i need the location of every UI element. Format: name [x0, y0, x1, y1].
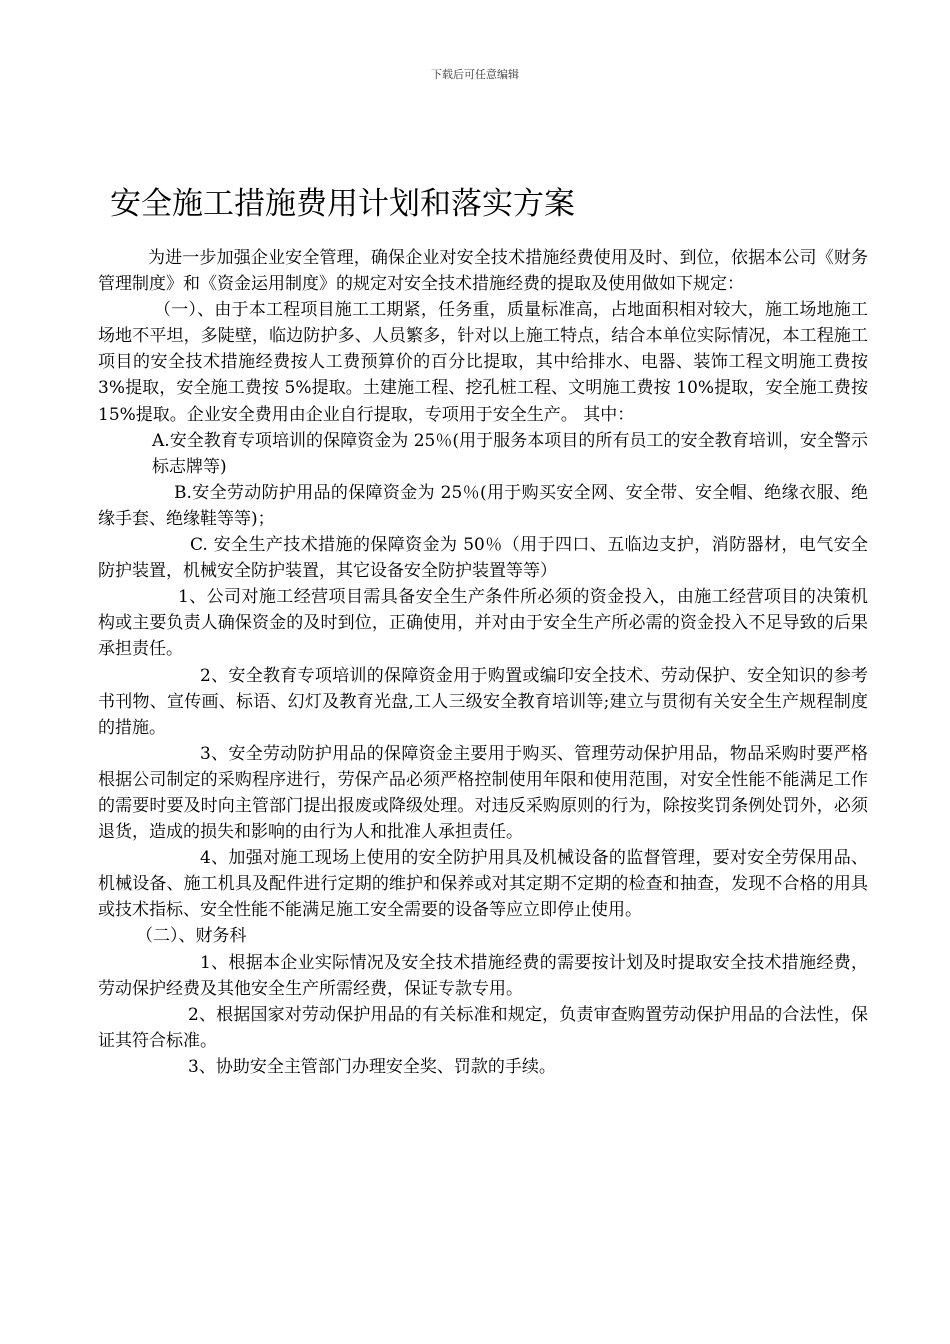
item-a-paragraph: A.安全教育专项培训的保障资金为 25％(用于服务本项目的所有员工的安全教育培训，安全警示标志牌等) [152, 430, 868, 477]
item-c-paragraph: C. 安全生产技术措施的保障资金为 50％（用于四口、五临边支护，消防器材，电气安全防护装置，机械安全防护装置，其它设备安全防护装置等等） [98, 535, 868, 582]
document-title: 安全施工措施费用计划和落实方案 [110, 186, 575, 222]
point-3-paragraph: 3、安全劳动防护用品的保障资金主要用于购买、管理劳动保护用品，物品采购时要严格根据公司制定的采购程序进行，劳保产品必须严格控制使用年限和使用范围，对安全性能不能满足工作的需要时要及时向主管部门提出报废或降级处理。对违反采购原则的行为，除按奖罚条例处罚外，必须退货，造成的损失和影响的由行为人和批准人承担责任。 [98, 743, 868, 843]
section-1-paragraph: （一）、由于本工程项目施工工期紧，任务重，质量标准高，占地面积相对较大，施工场地施工场地不平坦，多陡壁，临边防护多、人员繁多，针对以上施工特点，结合本单位实际情况，本工程施工项目的安全技术措施经费按人工费预算价的百分比提取，其中给排水、电器、装饰工程文明施工费按 3%提取，安全施工费按 5%提取。土建施工程、挖孔桩工程、文明施工费按 10%提取，安全施工费按 15%提取。企业安全费用由企业自行提取，专项用于安全生产。 其中： [98, 300, 868, 425]
finance-point-3: 3、协助安全主管部门办理安全奖、罚款的手续。 [188, 1056, 556, 1077]
section-2-heading: （二）、财务科 [136, 926, 247, 947]
item-b-paragraph: B.安全劳动防护用品的保障资金为 25％(用于购买安全网、安全带、安全帽、绝缘衣服、绝缘手套、绝缘鞋等等)； [98, 482, 868, 529]
finance-point-1: 1、根据本企业实际情况及安全技术措施经费的需要按计划及时提取安全技术措施经费，劳动保护经费及其他安全生产所需经费，保证专款专用。 [98, 952, 868, 999]
point-2-paragraph: 2、安全教育专项培训的保障资金用于购置或编印安全技术、劳动保护、安全知识的参考书刊物、宣传画、标语、幻灯及教育光盘,工人三级安全教育培训等;建立与贯彻有关安全生产规程制度的措施。 [98, 665, 868, 738]
point-1-paragraph: 1、公司对施工经营项目需具备安全生产条件所必须的资金投入，由施工经营项目的决策机构或主要负责人确保资金的及时到位，正确使用，并对由于安全生产所必需的资金投入不足导致的后果承担责任。 [98, 587, 868, 660]
document-body [98, 245, 868, 1080]
point-4-paragraph: 4、加强对施工现场上使用的安全防护用具及机械设备的监督管理，要对安全劳保用品、机械设备、施工机具及配件进行定期的维护和保养或对其定期不定期的检查和抽查，发现不合格的用具或技术指标、安全性能不能满足施工安全需要的设备等应立即停止使用。 [98, 848, 868, 921]
intro-paragraph: 为进一步加强企业安全管理，确保企业对安全技术措施经费使用及时、到位，依据本公司《财务管理制度》和《资金运用制度》的规定对安全技术措施经费的提取及使用做如下规定： [98, 248, 868, 295]
header-note: 下载后可任意编辑 [431, 68, 519, 81]
finance-point-2: 2、根据国家对劳动保护用品的有关标准和规定，负责审查购置劳动保护用品的合法性，保证其符合标准。 [98, 1004, 868, 1051]
